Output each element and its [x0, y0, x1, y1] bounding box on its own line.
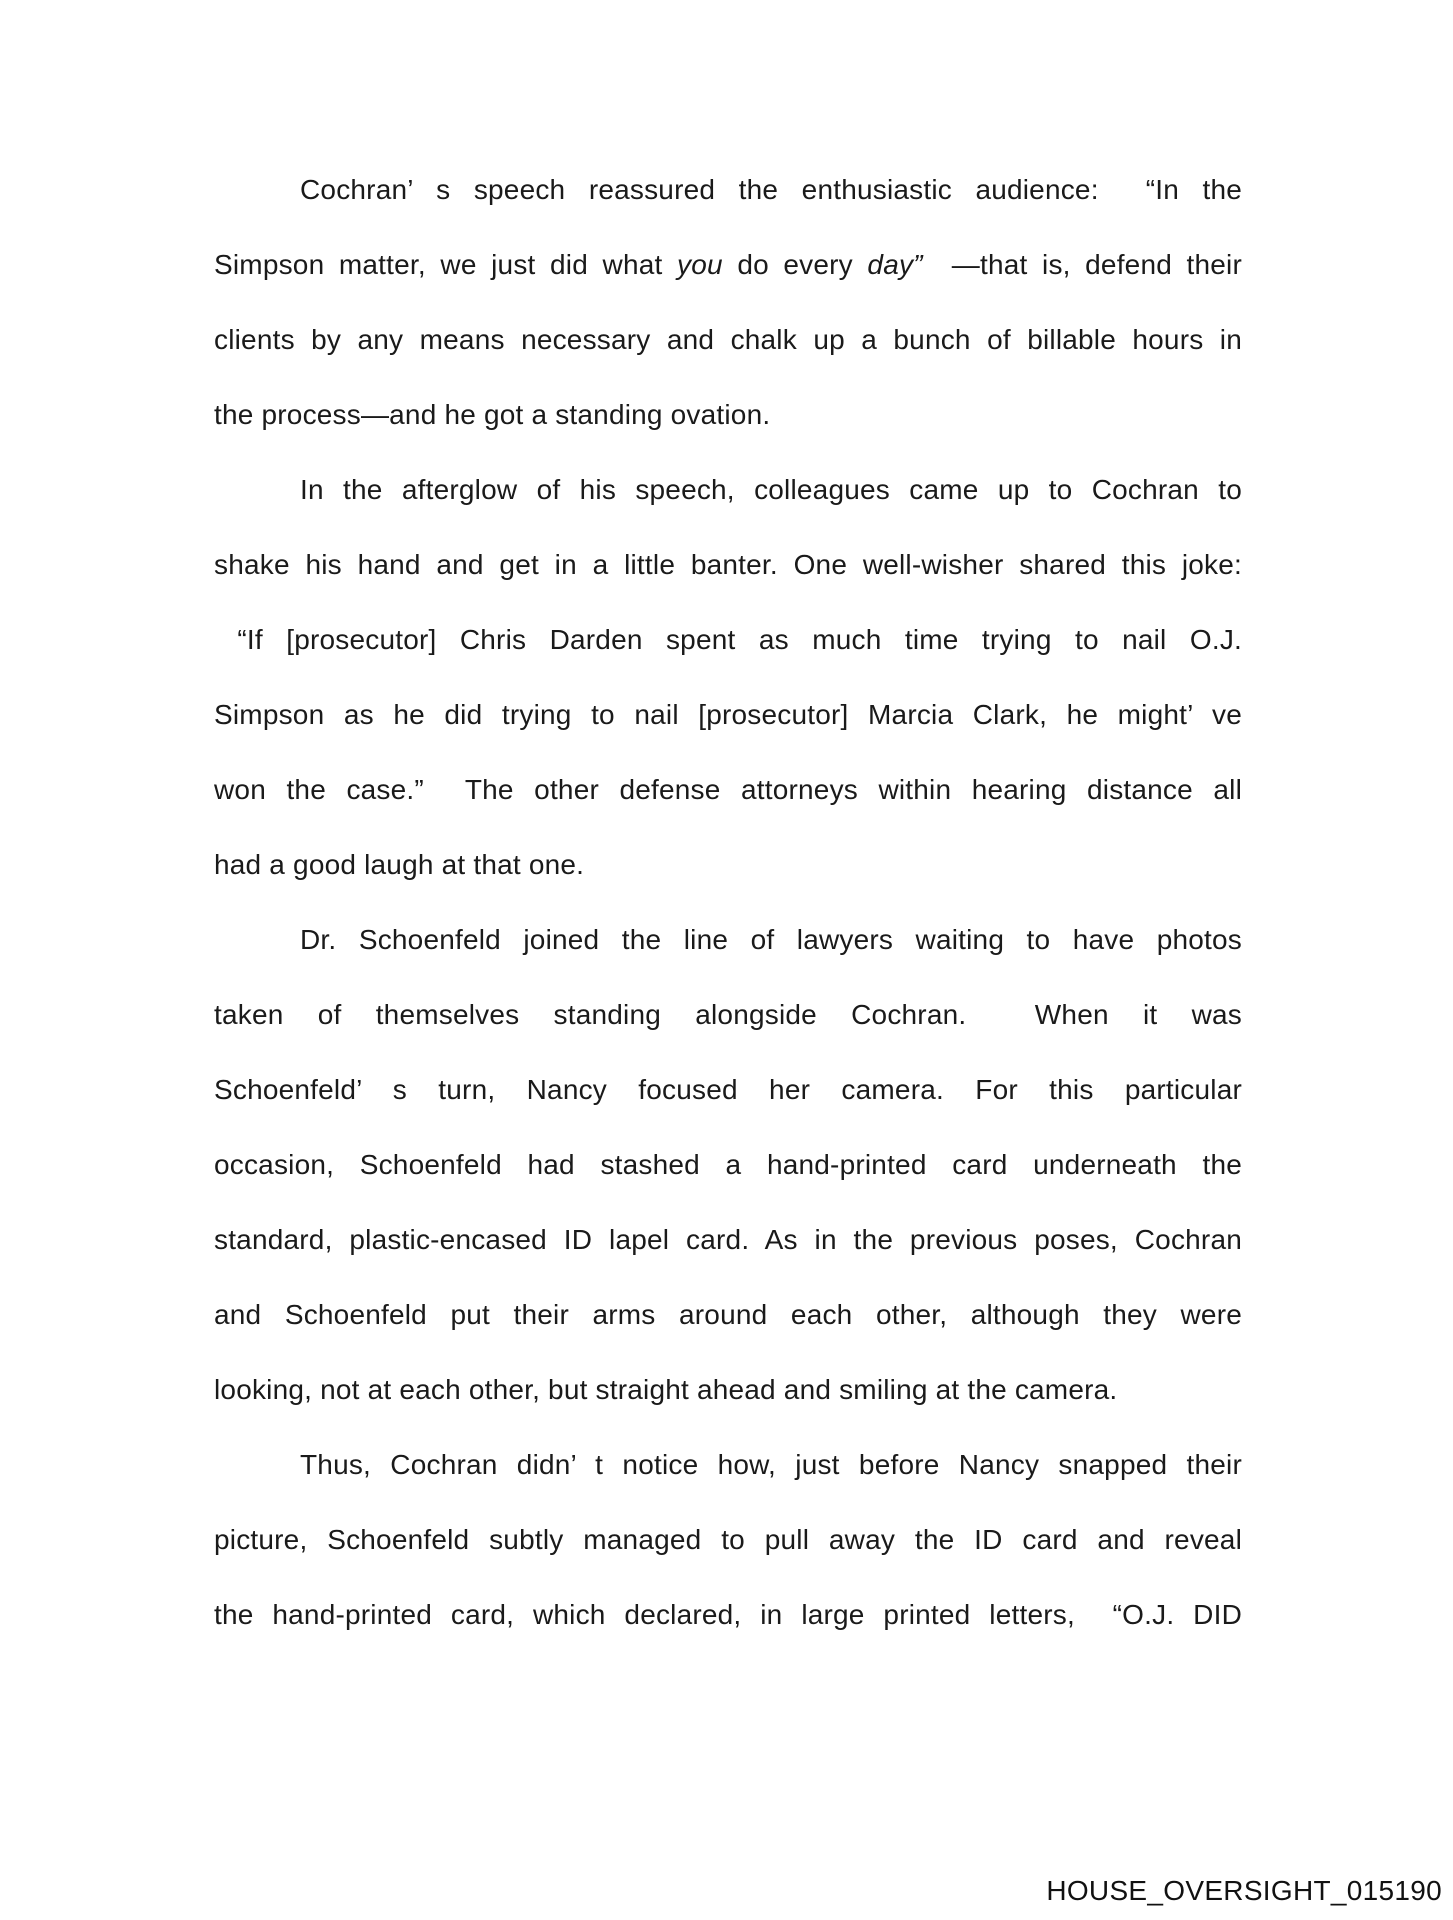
text-segment: “If [prosecutor] Chris Darden spent as much time trying to nail O.J.	[214, 624, 1242, 655]
text-line	[214, 452, 1242, 527]
text-segment: the process—and he got a standing ovation.	[214, 399, 771, 430]
text-segment: taken of themselves standing alongside Cochran. When it was	[214, 999, 1242, 1030]
paragraph	[214, 902, 1242, 1427]
text-segment: do every	[722, 249, 868, 280]
paragraph	[214, 1427, 1242, 1652]
text-segment: had a good laugh at that one.	[214, 849, 585, 880]
text-line	[214, 1502, 1242, 1577]
text-line	[214, 527, 1242, 602]
text-segment: clients by any means necessary and chalk up a bunch of billable hours in	[214, 324, 1242, 355]
bates-number: HOUSE_OVERSIGHT_015190	[1046, 1875, 1442, 1906]
text-segment: Cochran’ s speech reassured the enthusiastic audience: “In the	[300, 174, 1242, 205]
text-line	[214, 977, 1242, 1052]
italic-text-segment: you	[677, 249, 723, 280]
text-segment: standard, plastic-encased ID lapel card. As in the previous poses, Cochran	[214, 1224, 1242, 1255]
text-line	[214, 1127, 1242, 1202]
text-line	[214, 902, 1242, 977]
italic-text-segment: day”	[867, 249, 923, 280]
paragraph	[214, 152, 1242, 452]
text-segment: won the case.” The other defense attorneys within hearing distance all	[214, 774, 1242, 805]
text-segment: In the afterglow of his speech, colleagues came up to Cochran to	[300, 474, 1242, 505]
text-line	[214, 677, 1242, 752]
text-line	[214, 1577, 1242, 1652]
text-segment: Simpson as he did trying to nail [prosecutor] Marcia Clark, he might’ ve	[214, 699, 1242, 730]
text-segment: Schoenfeld’ s turn, Nancy focused her camera. For this particular	[214, 1074, 1242, 1105]
text-line	[214, 602, 1242, 677]
text-line	[214, 1202, 1242, 1277]
text-line	[214, 1352, 1242, 1427]
text-segment: shake his hand and get in a little banter. One well-wisher shared this joke:	[214, 549, 1242, 580]
text-segment: looking, not at each other, but straight ahead and smiling at the camera.	[214, 1374, 1118, 1405]
text-line	[214, 377, 1242, 452]
document-body	[214, 152, 1242, 1652]
text-segment: and Schoenfeld put their arms around each other, although they were	[214, 1299, 1242, 1330]
text-line	[214, 227, 1242, 302]
paragraph	[214, 452, 1242, 902]
text-segment: Thus, Cochran didn’ t notice how, just before Nancy snapped their	[300, 1449, 1242, 1480]
text-segment: Simpson matter, we just did what	[214, 249, 678, 280]
text-line	[214, 152, 1242, 227]
text-line	[214, 1052, 1242, 1127]
text-segment: —that is, defend their	[922, 249, 1243, 280]
text-line	[214, 1427, 1242, 1502]
text-segment: picture, Schoenfeld subtly managed to pull away the ID card and reveal	[214, 1524, 1242, 1555]
text-line	[214, 752, 1242, 827]
text-line	[214, 827, 1242, 902]
text-segment: Dr. Schoenfeld joined the line of lawyers waiting to have photos	[300, 924, 1242, 955]
text-segment: the hand-printed card, which declared, in large printed letters, “O.J. DID	[214, 1599, 1242, 1630]
text-segment: occasion, Schoenfeld had stashed a hand-printed card underneath the	[214, 1149, 1242, 1180]
text-line	[214, 1277, 1242, 1352]
text-line	[214, 302, 1242, 377]
